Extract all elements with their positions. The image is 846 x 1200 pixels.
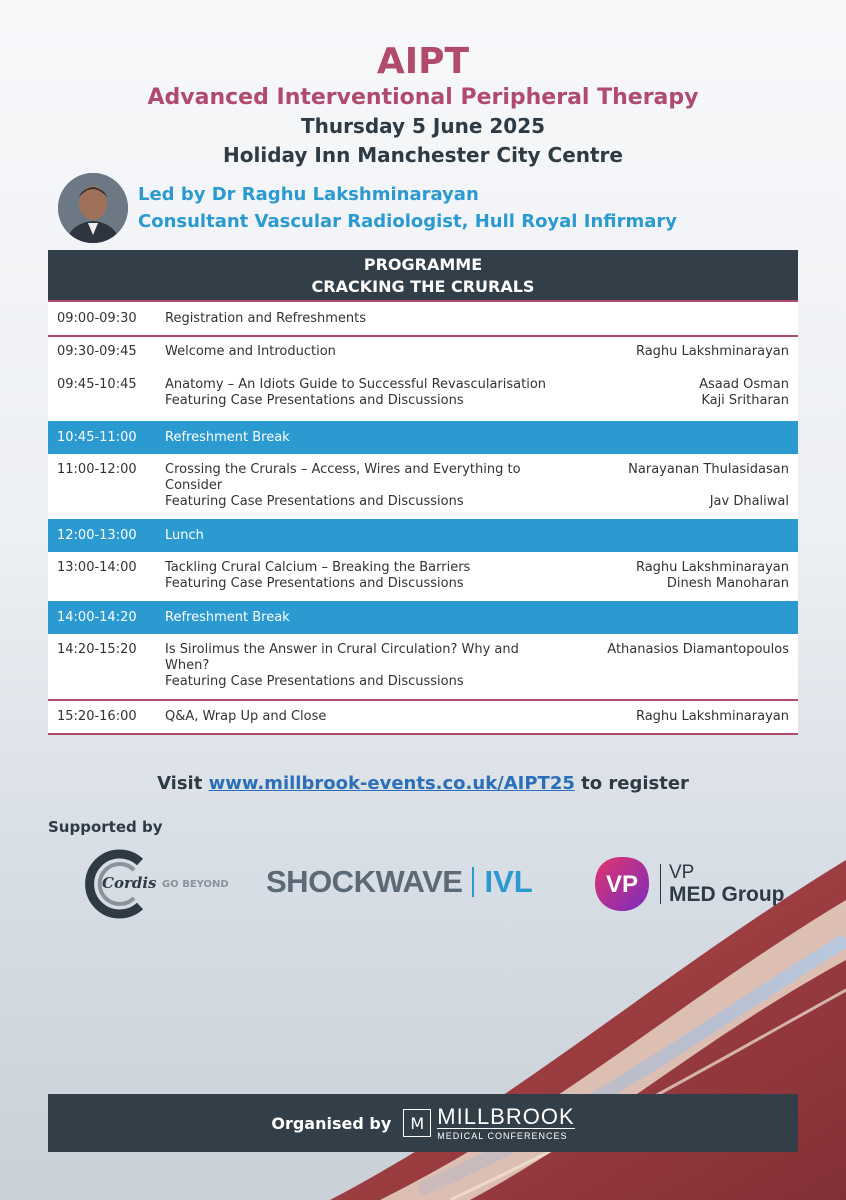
- event-subtitle: Advanced Interventional Peripheral Therapy: [147, 85, 699, 110]
- supported-by-label: Supported by: [48, 818, 163, 836]
- leader-name: Led by Dr Raghu Lakshminarayan: [138, 184, 479, 205]
- programme-theme: CRACKING THE CRURALS: [311, 277, 535, 296]
- session-time: 09:00-09:30: [57, 311, 137, 326]
- table-row: [48, 552, 798, 601]
- vp-mark-icon: [592, 854, 652, 914]
- break-row: [48, 601, 798, 634]
- session-title: Lunch: [165, 528, 204, 543]
- table-row: [48, 699, 798, 735]
- programme-title: PROGRAMME: [363, 255, 483, 274]
- shockwave-logo: SHOCKWAVE IVL: [266, 864, 533, 899]
- session-time: 15:20-16:00: [57, 709, 137, 724]
- session-speaker: Raghu Lakshminarayan: [635, 709, 789, 724]
- organised-by-label: Organised by: [271, 1113, 392, 1133]
- svg-text:VP: VP: [605, 871, 639, 898]
- table-row: [48, 302, 798, 335]
- programme-heading: [48, 250, 798, 302]
- table-row: [48, 634, 798, 699]
- event-date: Thursday 5 June 2025: [300, 114, 546, 138]
- session-speakers: Raghu Lakshminarayan Dinesh Manoharan: [635, 560, 789, 591]
- session-note: Featuring Case Presentations and Discussions: [165, 393, 464, 408]
- session-title: Refreshment Break: [165, 430, 290, 445]
- session-speaker: Narayanan Thulasidasan: [628, 462, 789, 477]
- session-note: Featuring Case Presentations and Discussions: [165, 674, 464, 689]
- table-row: [48, 335, 798, 421]
- session-note: Featuring Case Presentations and Discussions: [165, 576, 464, 591]
- event-acronym: AIPT: [376, 41, 470, 82]
- register-link[interactable]: www.millbrook-events.co.uk/AIPT25: [208, 773, 575, 794]
- session-speakers: Asaad Osman Kaji Sritharan: [699, 377, 789, 408]
- session-title: Registration and Refreshments: [165, 311, 366, 326]
- session-time: 14:00-14:20: [57, 610, 137, 625]
- millbrook-mark-icon: M: [403, 1109, 431, 1137]
- session-title: Tackling Crural Calcium – Breaking the Barriers Featuring Case Presentations and Discussions: [165, 560, 471, 591]
- table-row: [48, 454, 798, 519]
- session-time: 12:00-13:00: [57, 528, 137, 543]
- session-title: Refreshment Break: [165, 610, 290, 625]
- session-time: 09:30-09:45: [57, 344, 137, 359]
- session-title: Welcome and Introduction: [165, 344, 336, 359]
- session-time: 13:00-14:00: [57, 560, 137, 575]
- session-title: Crossing the Crurals – Access, Wires and Everything to Consider Featuring Case Presentations and Discussions: [165, 462, 521, 509]
- programme-table: [48, 302, 798, 735]
- register-cta: Visit www.millbrook-events.co.uk/AIPT25 to register: [157, 773, 689, 794]
- organiser-footer: [48, 1094, 798, 1152]
- leader-photo: [58, 173, 128, 243]
- session-note: Featuring Case Presentations and Discussions: [165, 494, 464, 509]
- event-venue: Holiday Inn Manchester City Centre: [223, 143, 623, 167]
- session-speaker: Athanasios Diamantopoulos: [607, 642, 789, 657]
- session-time: 14:20-15:20: [57, 642, 137, 657]
- session-speaker: Raghu Lakshminarayan: [635, 344, 789, 359]
- session-title: Is Sirolimus the Answer in Crural Circulation? Why and When? Featuring Case Presentations and Discussions: [165, 642, 519, 689]
- session-speaker: Jav Dhaliwal: [709, 494, 789, 509]
- session-title: Q&A, Wrap Up and Close: [165, 709, 327, 724]
- leader-role: Consultant Vascular Radiologist, Hull Royal Infirmary: [138, 211, 677, 232]
- course-leader: [58, 173, 677, 243]
- cordis-logo: Cordis GO BEYOND: [78, 848, 238, 920]
- break-row: [48, 519, 798, 552]
- session-time: 11:00-12:00: [57, 462, 137, 477]
- break-row: [48, 421, 798, 454]
- millbrook-logo: MILLBROOK MEDICAL CONFERENCES: [437, 1103, 575, 1141]
- session-title: Anatomy – An Idiots Guide to Successful Revascularisation Featuring Case Presentations and Discussions: [165, 377, 547, 408]
- vp-med-group-logo: VP VP MED Group: [592, 854, 785, 914]
- session-time: 10:45-11:00: [57, 430, 137, 445]
- event-header: [0, 40, 846, 170]
- session-time: 09:45-10:45: [57, 377, 137, 392]
